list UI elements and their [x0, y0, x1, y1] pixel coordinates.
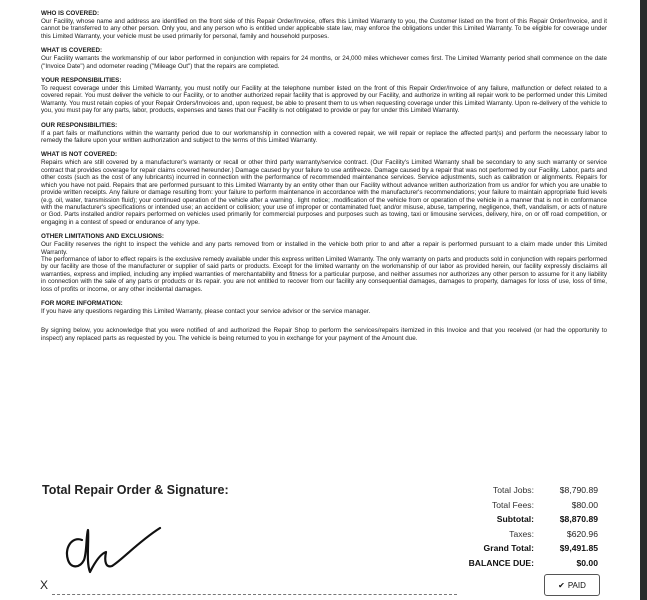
text-what-covered: Our Facility warrants the workmanship of our labor performed in conjunction with repairs for 24 months, or 24,000 miles whichever comes first. The Limited Warranty period shall commence on the date ("Invoice Date") and odometer reading ("Mileage Out") that the repairs are completed.: [41, 55, 607, 70]
total-jobs-row: [450, 485, 600, 500]
section-what-covered: [41, 47, 607, 70]
heading-our-responsibilities: OUR RESPONSIBILITIES:: [41, 121, 118, 129]
section-acknowledgement: [41, 327, 607, 342]
signature-x-label: X: [40, 578, 49, 592]
subtotal-row: [450, 514, 600, 529]
grand-total-row: [450, 543, 600, 558]
section-more-info: [41, 300, 607, 315]
paid-label: PAID: [567, 580, 586, 590]
heading-more-info: FOR MORE INFORMATION:: [41, 299, 123, 307]
text-your-responsibilities: To request coverage under this Limited Warranty, you must notify our Facility at the telephone number listed on the front of this Repair Order/Invoice of any failure, malfunction or defect related to a covered repair. You must deliver the vehicle to our Facility, or to another authorized repair facility that is approved by our Facility, and authorize in writing all repair work to be performed under this Limited Warranty. You must retain copies of your Repair Orders/Invoices and, upon request, be able to present them to us when requesting coverage under this Limited Warranty. Upon re-delivery of the vehicle to you, you must pay for any parts, labor, products, expenses and taxes that our Facility is not obligated to provide or pay for under this Limited Warranty.: [41, 85, 607, 115]
balance-due-value: $0.00: [576, 557, 598, 568]
total-jobs-label: Total Jobs:: [492, 485, 534, 495]
section-not-covered: [41, 151, 607, 226]
signature-title: Total Repair Order & Signature:: [42, 483, 229, 497]
text-other-limitations-2: The performance of labor to effect repairs is the exclusive remedy available under this express written Limited Warranty. The only warranty on parts and products sold in conjunction with repairs performed by our facility are those of the manufacturer or supplier of said parts or products. Except for the limited warranty on the workmanship of our labor as provided herein, our facility expressly disclaims all warranties, express and implied, including any implied warranties of merchantability and fitness for a particular purpose, and neither assumes nor authorizes any other person to assume for it any liability in connection with the sale of any parts or products or its repair. you are not entitled to recover from our facility any consequential damages, damages to property, damages for loss of use, loss of time, loss of profits or income, or any other incidental damages.: [41, 255, 607, 293]
balance-due-label: BALANCE DUE:: [468, 557, 534, 568]
customer-signature: [60, 512, 170, 582]
text-acknowledgement: By signing below, you acknowledge that you were notified of and authorized the Repair Shop to perform the services/repairs itemized in this Invoice and that you received (or had the opportunity to inspect) any replaced parts as requested by you. The vehicle is being returned to you in exchange for your payment of the Amount due.: [41, 327, 607, 342]
text-not-covered: Repairs which are still covered by a manufacturer's warranty or recall or other third party warranty/service contract. (Our Facility's Limited Warranty shall be secondary to any such warranty or service contract that provides coverage for repair claims covered hereunder.) Damage caused by your failure to use antifreeze. Damage caused by a repair that was not performed by our Facility. Labor, parts and other costs (such as the cost of any lubricants) incurred in connection with the performance of recommended maintenance services. Service adjustments, such as calibration or alignments. Repairs for which you have not paid. Repairs that are performed pursuant to this Limited Warranty by an entity other than our Facility without advance written authorization from us and/or for which you are unable to provide written receipts. Any failure or damage resulting from: your failure to perform maintenance in accordance with the manufacturer's recommendations; your failure to maintain appropriate fluid levels (e.g. oil, water, transmission fluid); your continued operation of the vehicle after a warning . light notice; .modification of the vehicle from or operation of the vehicle in a manner that is not in conformance with the manufacturer's specifications or intended use; an accident or collision; your use of improper or contaminated fuel; and/or misuse, abuse, tampering, negligence, theft, vandalism, or acts of nature or God. Parts installed and/or repairs performed on vehicles used primarily for commercial purposes and purposes such as towing, taxi or limousine services, delivery, hire, on or off road competition, or engaging in a contest of speed or endurance of any type.: [41, 159, 607, 226]
signature-and-totals: [0, 470, 647, 600]
taxes-label: Taxes:: [509, 528, 534, 539]
taxes-value: $620.96: [566, 528, 598, 539]
subtotal-value: $8,870.89: [559, 514, 598, 524]
total-fees-label: Total Fees:: [491, 499, 534, 510]
total-jobs-value: $8,790.89: [559, 485, 598, 495]
section-other-limitations: [41, 233, 607, 293]
signature-line: [52, 594, 457, 595]
grand-total-value: $9,491.85: [559, 543, 598, 553]
section-your-responsibilities: [41, 77, 607, 115]
heading-your-responsibilities: YOUR RESPONSIBILITIES:: [41, 77, 122, 85]
right-edge-border: [640, 0, 647, 600]
subtotal-label: Subtotal:: [496, 514, 534, 524]
totals-summary: [450, 485, 600, 572]
section-our-responsibilities: [41, 122, 607, 145]
checkmark-icon: ✔: [558, 580, 565, 590]
section-who-covered: [41, 10, 607, 40]
heading-what-covered: WHAT IS COVERED:: [41, 47, 103, 55]
text-our-responsibilities: If a part fails or malfunctions within the warranty period due to our workmanship in connection with a covered repair, we will repair or replace the affected part(s) and perform the necessary labor to remedy the failure upon your written authorization and subject to the terms of this Limited Warranty.: [41, 129, 607, 145]
heading-who-covered: WHO IS COVERED:: [41, 10, 100, 17]
total-fees-value: $80.00: [571, 499, 598, 510]
heading-not-covered: WHAT IS NOT COVERED:: [41, 151, 118, 159]
grand-total-label: Grand Total:: [483, 543, 534, 553]
total-fees-row: [450, 500, 600, 515]
balance-due-row: [450, 558, 600, 573]
text-more-info: If you have any questions regarding this Limited Warranty, please contact your service advisor or the service manager.: [41, 307, 371, 315]
taxes-row: [450, 529, 600, 544]
warranty-terms: [41, 10, 607, 349]
text-who-covered: Our Facility, whose name and address are identified on the front side of this Repair Order/Invoice, offers this Limited Warranty to you, the Customer listed on the front of this Repair Order/Invoice, and it cannot be transferred to any other person. Only you, and any person who is entitled under applicable state law, may enforce the obligations under this Limited Warranty. To be eligible for coverage under this Limited Warranty, your vehicle must be used primarily for personal, family and household purposes.: [41, 18, 607, 40]
text-other-limitations-1: Our Facility reserves the right to inspect the vehicle and any parts removed from or installed in the vehicle both prior to and after a repair is performed pursuant to a claim made under this Limited Warranty.: [41, 241, 607, 256]
heading-other-limitations: OTHER LIMITATIONS AND EXCLUSIONS:: [41, 233, 165, 241]
paid-badge: [544, 574, 600, 596]
